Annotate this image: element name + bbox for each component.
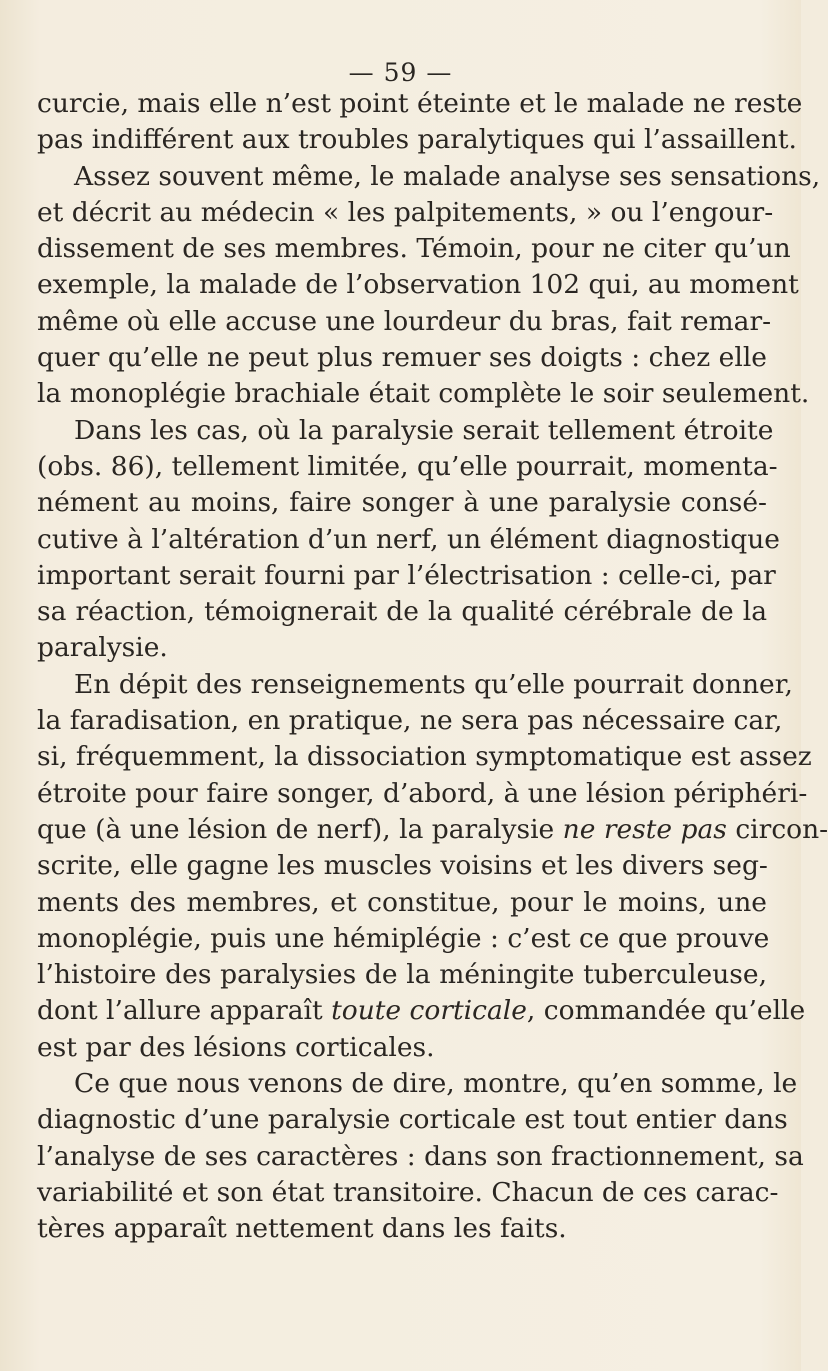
- text-line: [37, 1066, 798, 1102]
- text-line: [37, 630, 767, 666]
- text-segment: la monoplégie brachiale était complète le soir seulement.: [37, 378, 810, 410]
- text-line: [37, 921, 770, 957]
- text-line: [37, 739, 812, 775]
- text-line: [37, 1030, 767, 1066]
- text-segment: , commandée qu’elle: [526, 995, 806, 1027]
- text-segment: dissement de ses membres. Témoin, pour ne citer qu’un: [37, 233, 791, 265]
- text-segment: pas indifférent aux troubles paralytiques qui l’assaillent.: [37, 124, 797, 156]
- text-segment: important serait fourni par l’électrisation : celle-ci, par: [37, 559, 776, 591]
- text-segment: Dans les cas, où la paralysie serait tellement étroite: [74, 414, 774, 446]
- text-segment: la faradisation, en pratique, ne sera pas nécessaire car,: [37, 705, 783, 737]
- text-segment: Assez souvent même, le malade analyse ses sensations,: [74, 160, 821, 192]
- text-line: [37, 195, 774, 231]
- text-line: [37, 667, 793, 703]
- text-line: [37, 1139, 804, 1175]
- page-number: — 59 —: [348, 58, 453, 87]
- italic-text: toute corticale: [331, 995, 527, 1027]
- text-segment: que (à une lésion de nerf), la paralysie: [37, 813, 563, 845]
- text-segment: diagnostic d’une paralysie corticale est tout entier dans: [37, 1104, 788, 1136]
- text-segment: circon-: [726, 813, 828, 845]
- text-line: [37, 703, 783, 739]
- text-segment: ments des membres, et constitue, pour le moins, une: [37, 886, 767, 918]
- text-segment: si, fréquemment, la dissociation symptomatique est assez: [37, 741, 812, 773]
- text-segment: l’analyse de ses caractères : dans son fractionnement, sa: [37, 1140, 804, 1172]
- text-segment: En dépit des renseignements qu’elle pourrait donner,: [74, 668, 793, 700]
- text-line: [37, 558, 776, 594]
- text-line: [37, 86, 803, 122]
- text-line: [37, 957, 767, 993]
- text-line: [37, 267, 799, 303]
- text-segment: scrite, elle gagne les muscles voisins et les divers seg-: [37, 850, 768, 882]
- text-segment: dont l’allure apparaît: [37, 995, 332, 1027]
- text-segment: Ce que nous venons de dire, montre, qu’en somme, le: [74, 1068, 798, 1100]
- text-line: [37, 231, 791, 267]
- text-segment: et décrit au médecin « les palpitements, » ou l’engour-: [37, 196, 774, 228]
- text-segment: paralysie.: [37, 632, 168, 664]
- text-line: [37, 413, 774, 449]
- text-line: [37, 159, 821, 195]
- text-line: [37, 776, 808, 812]
- text-segment: tères apparaît nettement dans les faits.: [37, 1213, 567, 1245]
- text-line: [37, 885, 767, 921]
- text-line: [37, 122, 797, 158]
- text-segment: sa réaction, témoignerait de la qualité cérébrale de la: [37, 596, 767, 628]
- italic-text: ne reste pas: [562, 813, 727, 845]
- text-line: [37, 1175, 779, 1211]
- text-line: [37, 1211, 767, 1247]
- text-segment: exemple, la malade de l’observation 102 qui, au moment: [37, 269, 799, 301]
- text-segment: nément au moins, faire songer à une paralysie consé-: [37, 487, 767, 519]
- text-segment: étroite pour faire songer, d’abord, à une lésion périphéri-: [37, 777, 808, 809]
- text-line: [37, 304, 772, 340]
- text-segment: (obs. 86), tellement limitée, qu’elle pourrait, momenta-: [37, 450, 778, 482]
- text-line: [37, 522, 780, 558]
- text-segment: l’histoire des paralysies de la méningite tuberculeuse,: [37, 959, 767, 991]
- text-segment: quer qu’elle ne peut plus remuer ses doigts : chez elle: [37, 342, 767, 374]
- text-segment: variabilité et son état transitoire. Chacun de ces carac-: [37, 1176, 779, 1208]
- body-text: [37, 86, 828, 1248]
- text-segment: cutive à l’altération d’un nerf, un élément diagnostique: [37, 523, 780, 555]
- text-segment: curcie, mais elle n’est point éteinte et le malade ne reste: [37, 88, 803, 119]
- text-line: [37, 812, 828, 848]
- text-line: [37, 993, 806, 1029]
- text-line: [37, 594, 767, 630]
- text-segment: monoplégie, puis une hémiplégie : c’est ce que prouve: [37, 922, 770, 954]
- text-line: [37, 1102, 788, 1138]
- text-segment: est par des lésions corticales.: [37, 1031, 435, 1063]
- text-line: [37, 449, 778, 485]
- text-line: [37, 340, 767, 376]
- text-line: [37, 485, 767, 521]
- text-line: [37, 376, 810, 412]
- text-segment: même où elle accuse une lourdeur du bras, fait remar-: [37, 305, 772, 337]
- text-line: [37, 848, 767, 884]
